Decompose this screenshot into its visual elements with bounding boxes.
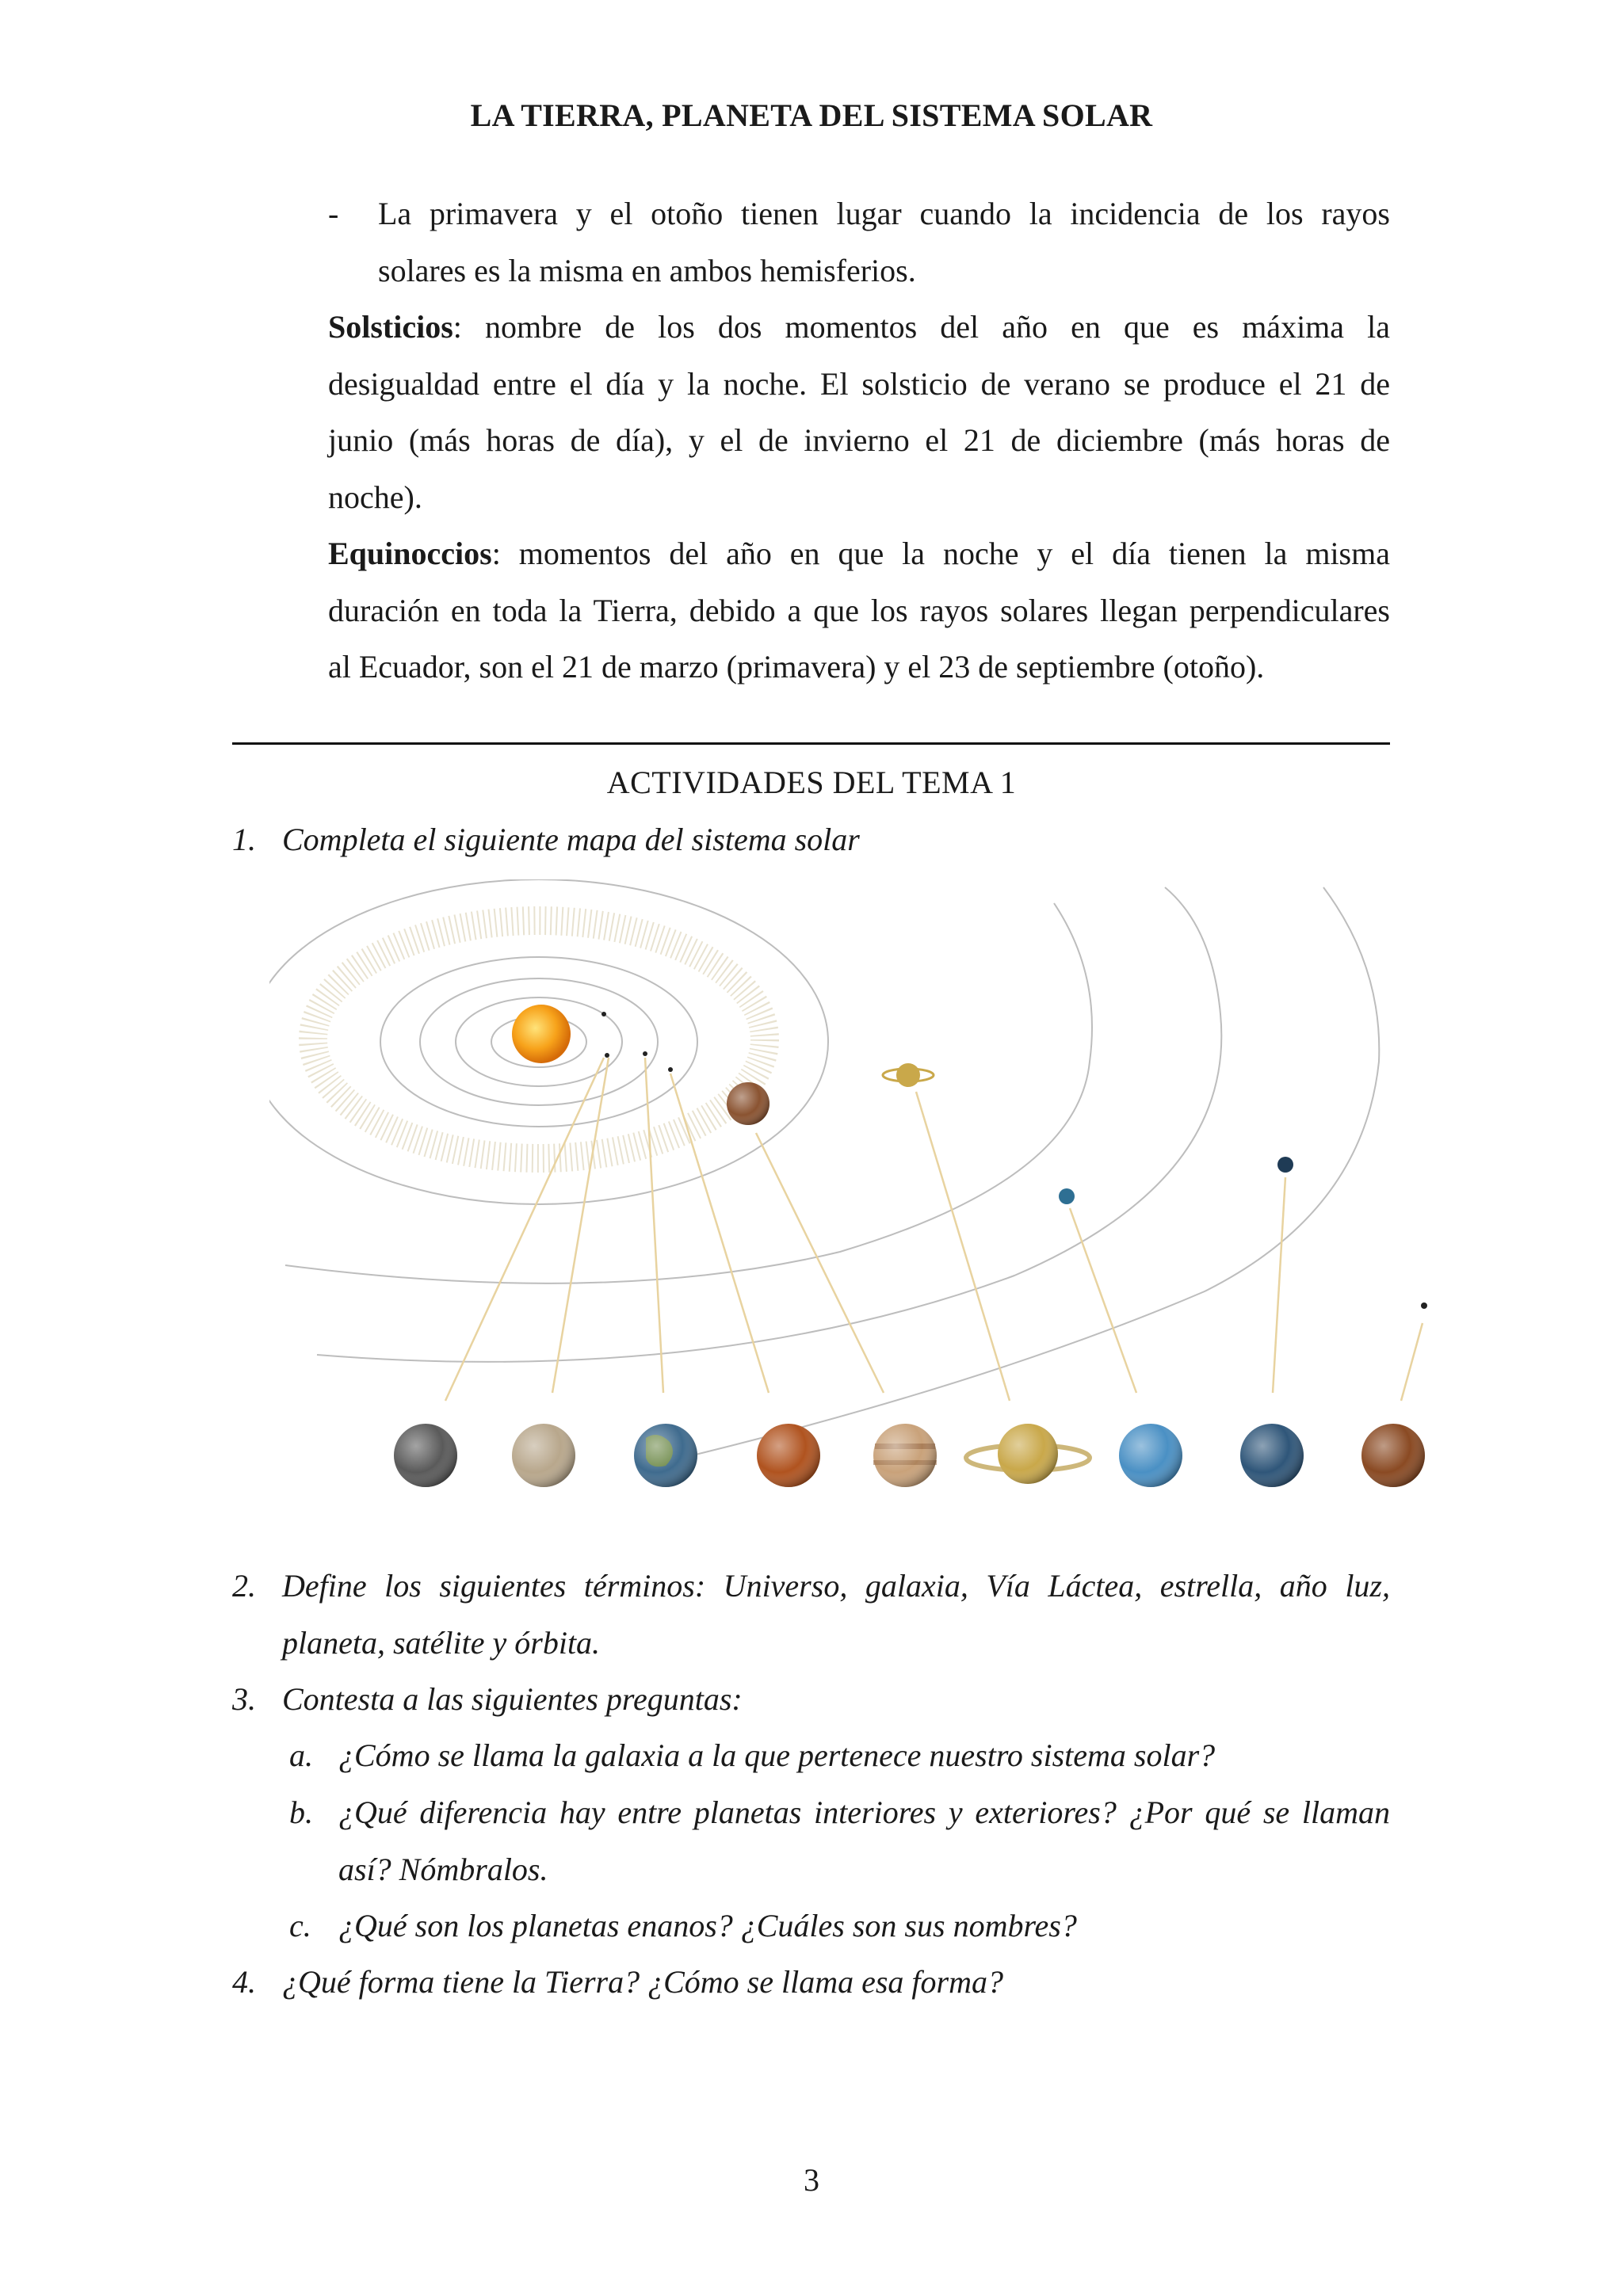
question-number: 2.: [232, 1568, 256, 1604]
question-text: Completa el siguiente mapa del sistema solar: [282, 822, 860, 857]
sub-text: ¿Cómo se llama la galaxia a la que pertenece nuestro sistema solar?: [338, 1737, 1216, 1773]
uranus-like-planet-icon: [1119, 1424, 1182, 1487]
question-line: planeta, satélite y órbita.: [282, 1624, 601, 1661]
bullet-dash: -: [328, 196, 339, 231]
neptune-orbit-icon: [1277, 1157, 1293, 1173]
mercury-like-planet-icon: [394, 1424, 457, 1487]
sun-icon: [512, 1005, 571, 1063]
venus-like-planet-icon: [512, 1424, 575, 1487]
bullet-paragraph: [328, 185, 1390, 299]
section-divider: [232, 742, 1390, 745]
solsticios-paragraph: [328, 299, 1390, 525]
solsticios-line: desigualdad entre el día y la noche. El solsticio de verano se produce el 21 de: [328, 365, 1390, 402]
saturn-planet-icon: [966, 1424, 1090, 1484]
neptune-like-planet-icon: [1240, 1424, 1304, 1487]
bullet-line: La primavera y el otoño tienen lugar cuando la incidencia de los rayos: [378, 196, 1390, 231]
sub-letter: b.: [289, 1794, 313, 1830]
solsticios-line: noche).: [328, 479, 422, 515]
sub-line: ¿Qué diferencia hay entre planetas interiores y exteriores? ¿Por qué se llaman: [338, 1794, 1390, 1830]
question-text: ¿Qué forma tiene la Tierra? ¿Cómo se llama esa forma?: [282, 1964, 1003, 2000]
uranus-orbit-icon: [1059, 1188, 1075, 1204]
sub-letter: a.: [289, 1737, 313, 1773]
page-title: LA TIERRA, PLANETA DEL SISTEMA SOLAR: [470, 97, 1153, 133]
equinoccios-paragraph: [328, 525, 1390, 696]
orbit-lines: [269, 879, 1379, 1466]
page-number: 3: [804, 2162, 819, 2198]
solsticios-term: Solsticios: [328, 309, 453, 345]
solsticios-line: junio (más horas de día), y el de invierno el 21 de diciembre (más horas de: [328, 422, 1390, 458]
leader-lines: [445, 1058, 1423, 1401]
pluto-like-planet-icon: [1361, 1424, 1425, 1487]
sub-text: ¿Qué son los planetas enanos? ¿Cuáles son sus nombres?: [338, 1908, 1077, 1943]
sub-letter: c.: [289, 1908, 311, 1943]
saturn-orbit-icon: [896, 1063, 920, 1087]
question-line: Define los siguientes términos: Universo, galaxia, Vía Láctea, estrella, año luz,: [282, 1568, 1390, 1604]
earth-planet-icon: [634, 1424, 697, 1487]
question-text: Contesta a las siguientes preguntas:: [282, 1681, 743, 1717]
pluto-orbit-icon: [1421, 1302, 1427, 1309]
equinoccios-term: Equinoccios: [328, 536, 492, 571]
question-number: 1.: [232, 822, 256, 857]
mars-like-planet-icon: [757, 1424, 820, 1487]
solsticios-line: : nombre de los dos momentos del año en que es máxima la: [453, 309, 1390, 345]
question-number: 4.: [232, 1964, 256, 2000]
activities-title: ACTIVIDADES DEL TEMA 1: [606, 765, 1017, 800]
bullet-line: solares es la misma en ambos hemisferios.: [378, 252, 916, 288]
jupiter-like-planet-icon: [873, 1424, 937, 1487]
question-number: 3.: [232, 1681, 256, 1717]
solar-system-diagram: [269, 879, 1442, 1529]
equinoccios-line: al Ecuador, son el 21 de marzo (primavera) y el 23 de septiembre (otoño).: [328, 649, 1265, 685]
equinoccios-line: : momentos del año en que la noche y el día tienen la misma: [491, 536, 1390, 571]
equinoccios-line: duración en toda la Tierra, debido a que los rayos solares llegan perpendiculares: [328, 592, 1390, 628]
planet-row: [394, 1424, 1425, 1487]
sub-line: así? Nómbralos.: [338, 1851, 548, 1887]
